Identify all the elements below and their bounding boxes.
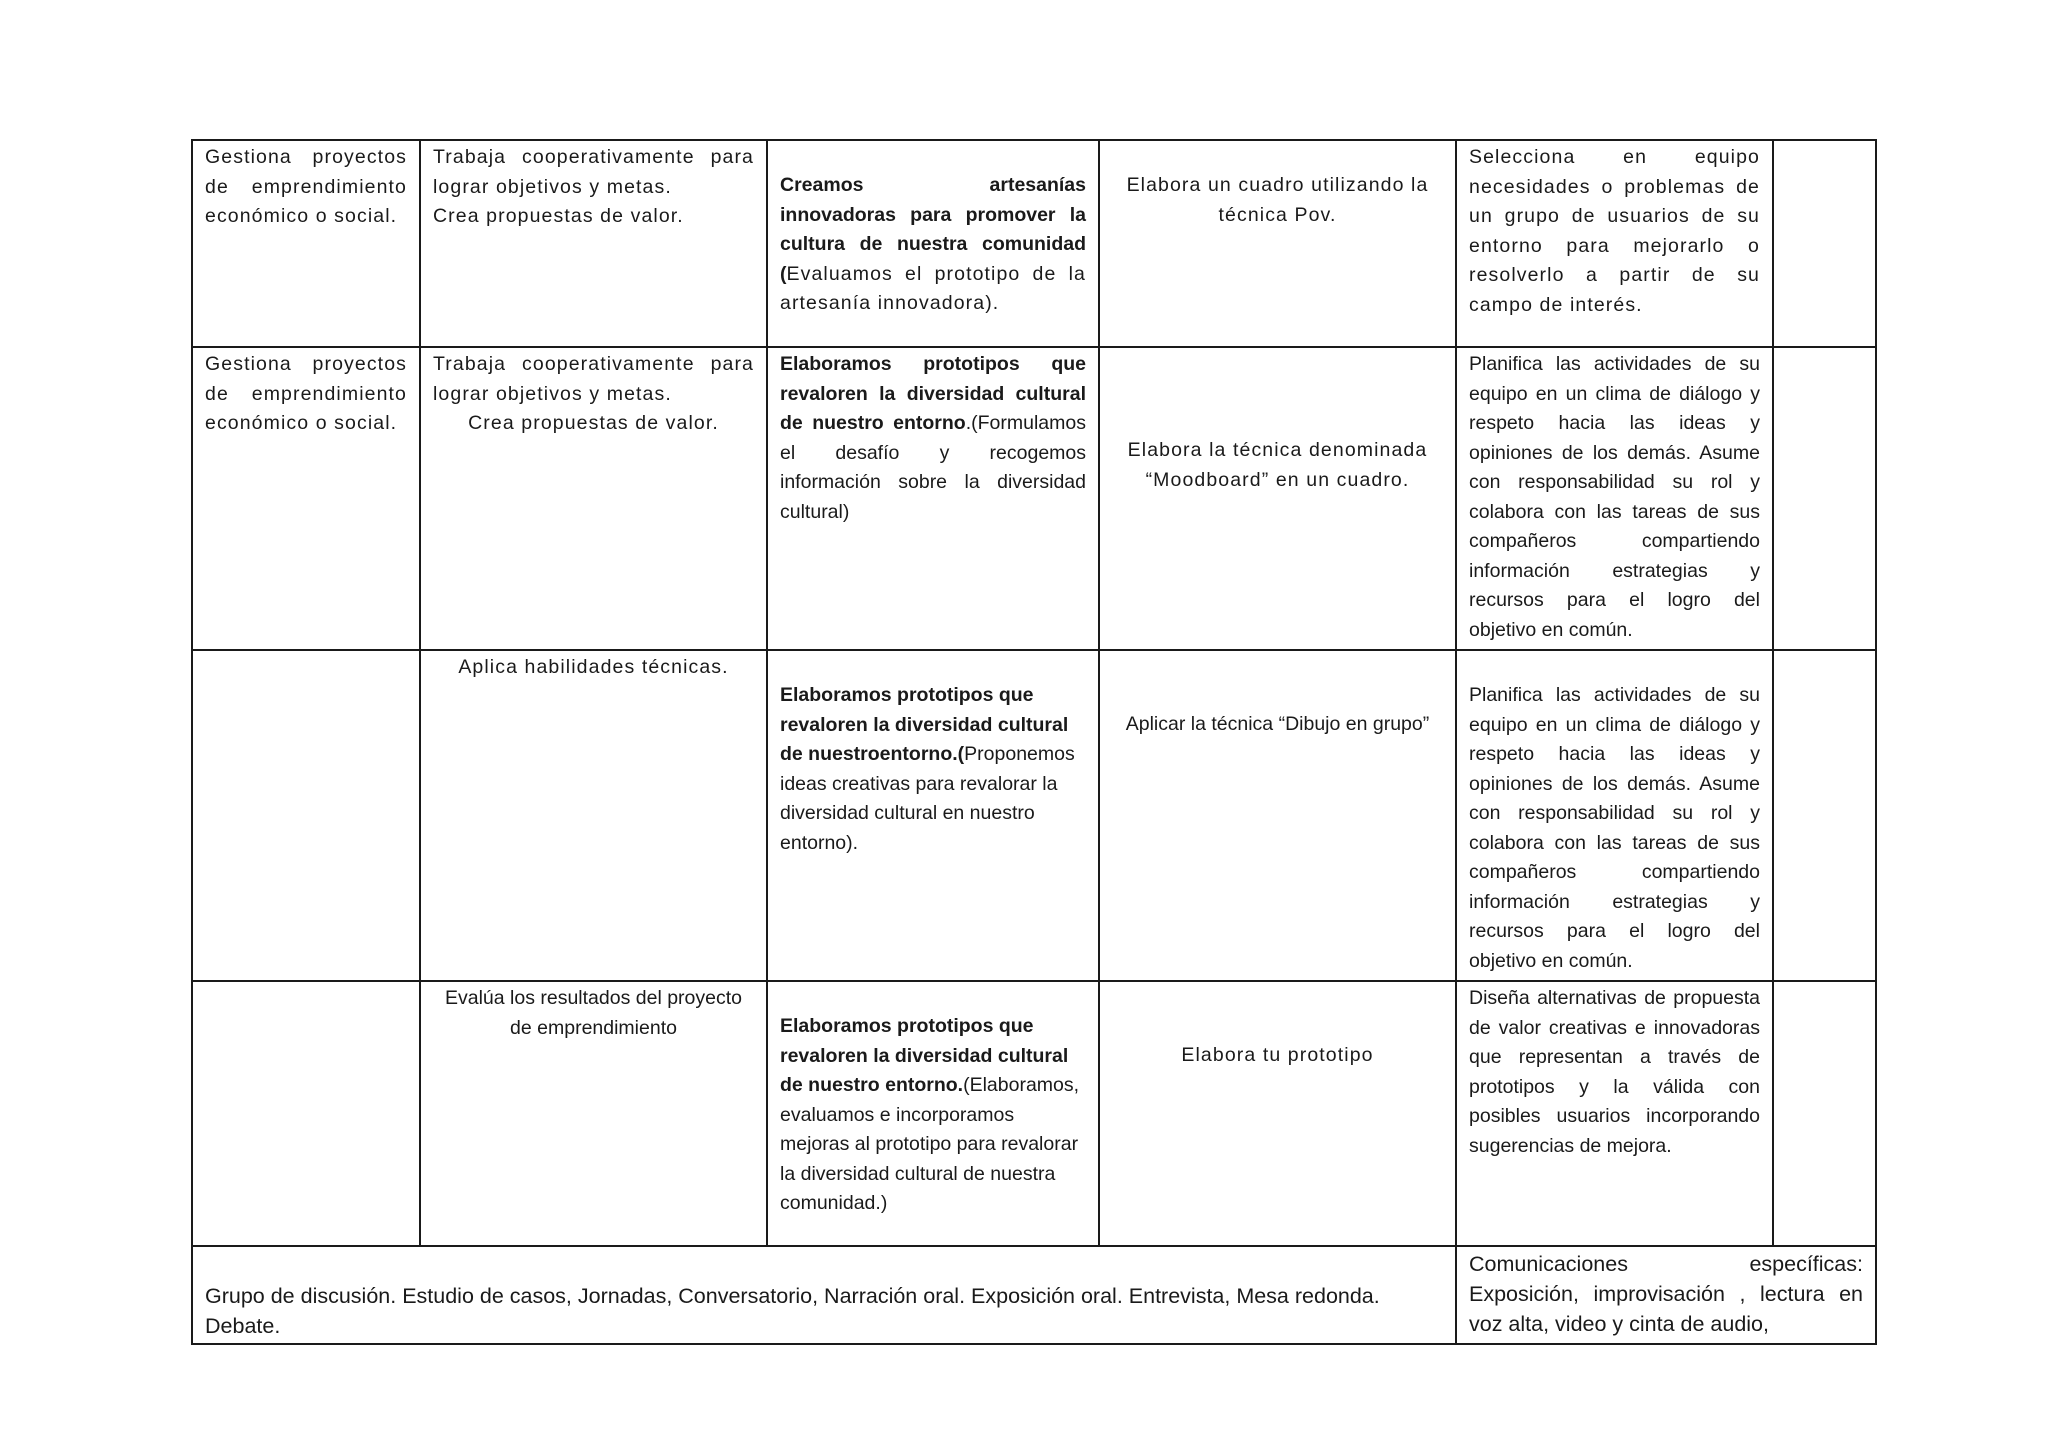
actividad-description: Proponemos ideas creativas para revalorar la diversidad cultural en nuestro entorno). — [780, 743, 1075, 854]
comunicaciones-text: Comunicaciones específicas: Exposición, improvisación , lectura en voz alta, video y cinta de audio, — [1469, 1252, 1863, 1336]
capacidades-text-2: Crea propuestas de valor. — [468, 412, 719, 434]
estrategia-text: Elabora la técnica denominada “Moodboard” en un cuadro. — [1127, 439, 1428, 491]
competencia-text: Gestiona proyectos de emprendimiento económico o social. — [205, 146, 407, 227]
extra-cell — [1773, 347, 1876, 650]
extra-cell — [1773, 140, 1876, 347]
capacidades-cell — [420, 650, 767, 981]
desempeno-text: Planifica las actividades de su equipo en un clima de diálogo y respeto hacia las ideas y opiniones de los demás. Asume con responsabilidad su rol y colabora con las tareas de sus compañeros compartiendo información estrategias y recursos para el logro del objetivo en común. — [1469, 353, 1760, 641]
desempeno-text: Selecciona en equipo necesidades o problemas de un grupo de usuarios de su entorno para mejorarlo o resolverlo a partir de su campo de interés. — [1469, 146, 1760, 316]
competencia-cell — [192, 650, 420, 981]
table-row — [192, 650, 1876, 981]
actividad-cell — [767, 981, 1099, 1246]
desempeno-text: Diseña alternativas de propuesta de valor creativas e innovadoras que representan a través de prototipos y la válida con posibles usuarios incorporando sugerencias de mejora. — [1469, 987, 1760, 1157]
actividad-cell — [767, 650, 1099, 981]
capacidades-cell — [420, 981, 767, 1246]
desempeno-text: Planifica las actividades de su equipo en un clima de diálogo y respeto hacia las ideas y opiniones de los demás. Asume con responsabilidad su rol y colabora con las tareas de sus compañeros compartiendo información estrategias y recursos para el logro del objetivo en común. — [1469, 684, 1760, 972]
extra-cell — [1773, 981, 1876, 1246]
actividad-title: Creamos artesanías innovadoras para promover la cultura de nuestra comunidad ( — [780, 174, 1086, 285]
actividad-description: Evaluamos el prototipo de la artesanía innovadora). — [780, 262, 1086, 314]
estrategia-cell — [1099, 140, 1456, 347]
actividad-title: Elaboramos prototipos que revaloren la diversidad cultural de nuestroentorno.( — [780, 684, 1069, 765]
capacidades-text: Trabaja cooperativamente para lograr objetivos y metas. Crea propuestas de valor. — [433, 146, 754, 227]
desempeno-cell — [1456, 650, 1773, 981]
actividad-description: .(Formulamos el desafío y recogemos información sobre la diversidad cultural) — [780, 412, 1086, 523]
actividad-title: Elaboramos prototipos que revaloren la diversidad cultural de nuestro entorno — [780, 353, 1086, 434]
comunicaciones-cell — [1456, 1246, 1876, 1344]
capacidades-text: Trabaja cooperativamente para lograr objetivos y metas. — [433, 353, 754, 405]
capacidades-text: Aplica habilidades técnicas. — [458, 656, 729, 678]
actividad-cell — [767, 140, 1099, 347]
footer-row — [192, 1246, 1876, 1344]
competencia-cell — [192, 140, 420, 347]
desempeno-cell — [1456, 140, 1773, 347]
actividad-cell — [767, 347, 1099, 650]
capacidades-cell — [420, 347, 767, 650]
tecnicas-cell — [192, 1246, 1456, 1344]
competencia-text: Gestiona proyectos de emprendimiento económico o social. — [205, 353, 407, 434]
estrategia-cell — [1099, 650, 1456, 981]
estrategia-text: Aplicar la técnica “Dibujo en grupo” — [1125, 713, 1430, 735]
desempeno-cell — [1456, 347, 1773, 650]
extra-cell — [1773, 650, 1876, 981]
table-row — [192, 347, 1876, 650]
estrategia-cell — [1099, 347, 1456, 650]
actividad-description: (Elaboramos, evaluamos e incorporamos mejoras al prototipo para revalorar la diversidad cultural de nuestra comunidad.) — [780, 1074, 1080, 1214]
capacidades-cell — [420, 140, 767, 347]
estrategia-cell — [1099, 981, 1456, 1246]
planning-table — [191, 139, 1877, 1345]
desempeno-cell — [1456, 981, 1773, 1246]
estrategia-text: Elabora un cuadro utilizando la técnica Pov. — [1126, 174, 1429, 226]
competencia-cell — [192, 347, 420, 650]
estrategia-text: Elabora tu prototipo — [1181, 1044, 1374, 1066]
actividad-title: Elaboramos prototipos que revaloren la diversidad cultural de nuestro entorno. — [780, 1015, 1069, 1096]
competencia-cell — [192, 981, 420, 1246]
capacidades-text: Evalúa los resultados del proyecto de emprendimiento — [444, 987, 742, 1039]
table-row — [192, 140, 1876, 347]
tecnicas-text: Grupo de discusión. Estudio de casos, Jornadas, Conversatorio, Narración oral. Exposición oral. Entrevista, Mesa redonda. Debate. — [205, 1284, 1380, 1338]
table-row — [192, 981, 1876, 1246]
